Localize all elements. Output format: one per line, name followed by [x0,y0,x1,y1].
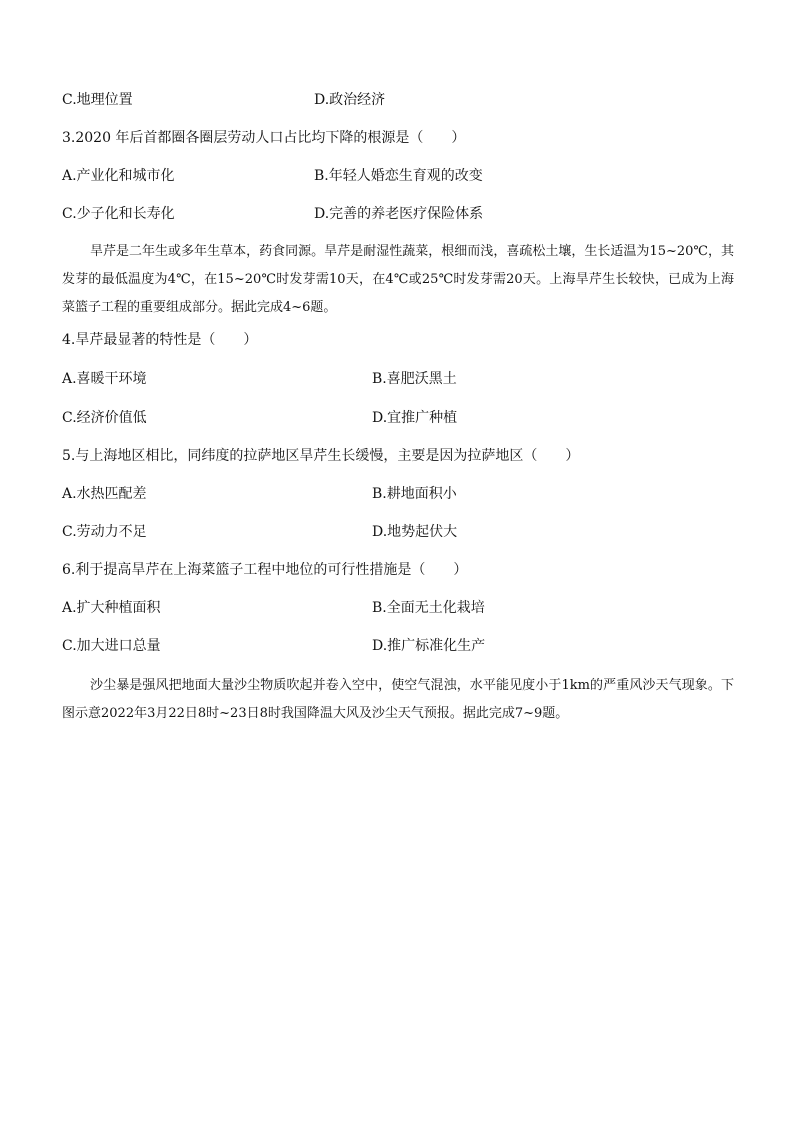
q5-stem: 5.与上海地区相比，同纬度的拉萨地区旱芹生长缓慢，主要是因为拉萨地区（ ） [62,448,580,464]
q4-option-c: C.经济价值低 [62,410,147,426]
passage-sandstorm: 沙尘暴是强风把地面大量沙尘物质吹起并卷入空中，使空气混浊，水平能见度小于1km的严重风沙天气现象。下图示意2022年3月22日8时~23日8时我国降温大风及沙尘天气预报。据此完成7~9题。 [62,678,734,721]
q5-option-c: C.劳动力不足 [62,524,147,540]
q2-option-c: C.地理位置 [62,92,133,108]
q4-option-b: B.喜肥沃黑土 [372,371,457,387]
q4-option-a: A.喜暖干环境 [62,371,147,387]
q3-option-b: B.年轻人婚恋生育观的改变 [314,168,483,184]
q6-stem: 6.利于提高旱芹在上海菜篮子工程中地位的可行性措施是（ ） [62,562,468,578]
q6-option-c: C.加大进口总量 [62,638,161,654]
q3-option-d: D.完善的养老医疗保险体系 [314,206,484,222]
q3-option-a: A.产业化和城市化 [62,168,175,184]
q6-option-a: A.扩大种植面积 [62,600,161,616]
passage-celery: 旱芹是二年生或多年生草本，药食同源。旱芹是耐湿性蔬菜，根细而浅，喜疏松土壤，生长适温为15~20℃，其发芽的最低温度为4℃，在15~20℃时发芽需10天，在4℃或25℃时发芽需20天。上海旱芹生长较快，已成为上海菜篮子工程的重要组成部分。据此完成4~6题。 [62,244,734,315]
q2-option-d: D.政治经济 [314,92,386,108]
q5-option-b: B.耕地面积小 [372,486,457,502]
q4-option-d: D.宜推广种植 [372,410,458,426]
q5-option-a: A.水热匹配差 [62,486,147,502]
q3-option-c: C.少子化和长寿化 [62,206,175,222]
q6-option-b: B.全面无土化栽培 [372,600,485,616]
q6-option-d: D.推广标准化生产 [372,638,486,654]
q3-stem: 3.2020 年后首都圈各圈层劳动人口占比均下降的根源是（ ） [62,130,466,146]
q5-option-d: D.地势起伏大 [372,524,458,540]
q4-stem: 4.旱芹最显著的特性是（ ） [62,332,258,348]
